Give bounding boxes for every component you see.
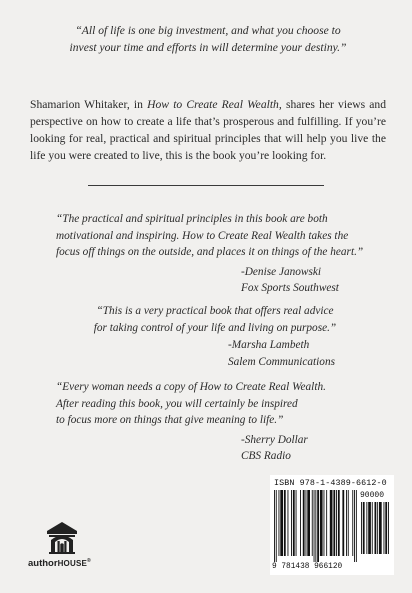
barcode-bar: [379, 502, 382, 554]
barcode-bar: [342, 490, 344, 556]
barcode-bar: [333, 490, 335, 556]
barcode-bar: [352, 490, 353, 556]
review-attribution: -Marsha Lambeth Salem Communications: [228, 339, 336, 368]
intro-body: shares her views and perspective on how to create a life that’s prosperous and fulfilling. If you’re looking for real, practical and spiritual principles that will help you live the life you were created to live, this is the book you’re looking for.: [30, 98, 387, 162]
barcode-bar: [377, 502, 378, 554]
barcode-bar: [354, 490, 355, 562]
barcode-bar: [279, 490, 280, 556]
barcode-bar: [314, 490, 315, 562]
barcode-bar: [288, 490, 289, 556]
publisher-logo: [28, 520, 128, 570]
review-quote: “This is a very practical book that offers real advice for taking control of your life and living on purpose.”: [93, 305, 337, 334]
barcode-bar: [300, 490, 301, 556]
barcode-bar: [315, 490, 316, 562]
review-quote: “Every woman needs a copy of How to Create Real Wealth. After reading this book, you will certainly be inspired to focus more on things that give meaning to life.”: [56, 381, 326, 426]
barcode-bar: [317, 490, 319, 562]
barcode-bar: [306, 490, 307, 556]
intro-author: Shamarion Whitaker, in: [30, 98, 143, 111]
registered-mark: ®: [87, 558, 91, 564]
review-quote: “The practical and spiritual principles in this book are both motivational and inspiring. How to Create Real Wealth takes the focus off things on the outside, and places it on things of the heart.”: [56, 213, 364, 258]
isbn-text: ISBN 978-1-4389-6612-0: [274, 478, 387, 488]
barcode-bar: [384, 502, 385, 554]
price-code: 90000: [360, 491, 385, 500]
barcode-bar: [320, 490, 323, 556]
barcode-bar: [296, 490, 297, 556]
review-1: [56, 211, 374, 297]
barcode-bar: [312, 490, 313, 556]
barcode-bar: [361, 502, 362, 554]
barcode-bar: [372, 502, 373, 554]
barcode-bar: [368, 502, 371, 554]
barcode-bar: [284, 490, 286, 556]
review-3: [56, 379, 374, 465]
intro-paragraph: [30, 96, 386, 164]
divider-rule: [88, 185, 324, 186]
barcode-bar: [276, 490, 277, 562]
barcode-bar: [291, 490, 292, 556]
barcode-digits: 9 781438 966120: [272, 563, 343, 571]
barcode-block: [270, 475, 394, 575]
barcode-bar: [303, 490, 305, 556]
barcode-bar: [326, 490, 327, 556]
barcode-bar: [356, 490, 357, 562]
barcode-bar: [366, 502, 367, 554]
barcode-bar: [307, 490, 310, 556]
publisher-wordmark: [28, 558, 91, 569]
barcode-bar: [348, 490, 349, 556]
review-attribution: -Sherry Dollar CBS Radio: [241, 433, 308, 462]
intro-book-title: How to Create Real Wealth,: [147, 98, 282, 111]
ean-barcode: [273, 490, 359, 562]
barcode-bar: [324, 490, 325, 556]
lead-quote: “All of life is one big investment, and what you choose to invest your time and efforts in will determine your destiny.”: [69, 24, 347, 54]
barcode-bar: [385, 502, 387, 554]
review-2: [56, 303, 374, 370]
barcode-bar: [336, 490, 337, 556]
review-attribution: -Denise Janowski Fox Sports Southwest: [241, 265, 339, 294]
barcode-bar: [274, 490, 275, 562]
wordmark-author: author: [28, 558, 58, 570]
barcode-bar: [280, 490, 283, 556]
price-barcode: [360, 502, 390, 560]
barcode-bar: [346, 490, 347, 556]
authorhouse-logo-icon: [45, 520, 79, 554]
barcode-bar: [363, 502, 365, 554]
wordmark-house: HOUSE: [57, 559, 88, 569]
barcode-bar: [388, 502, 389, 554]
barcode-bar: [338, 490, 340, 556]
barcode-bar: [330, 490, 333, 556]
barcode-bar: [293, 490, 295, 556]
barcode-bar: [375, 502, 377, 554]
